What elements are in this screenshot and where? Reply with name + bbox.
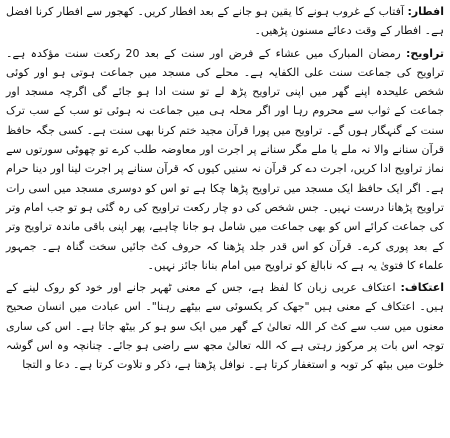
- term-iftar: افطار:: [407, 5, 444, 18]
- paragraph-iftar: [6, 2, 444, 41]
- paragraph-itikaf: [6, 278, 444, 374]
- paragraph-itikaf-text: اعتکاف عربی زبان کا لفظ ہے، جس کے معنی ٹھہر جانے اور خود کو روک لینے کے ہیں۔ اعتکاف کے معنی ہیں "جھک کر یکسوئی سے بیٹھے رہنا"۔ اس عبادت میں انسان صحیح معنوں میں سب سے کٹ کر اللہ تعالیٰ کے گھر میں ایک سو ہو کر بیٹھ جاتا ہے۔ اس کی ساری توجہ اس بات پر مرکوز رہتی ہے کہ اللہ تعالیٰ مجھ سے راضی ہو جائے۔ چنانچہ وہ اس گوشہ خلوت میں بیٹھ کر توبہ و استغفار کرتا ہے۔ نوافل پڑھتا ہے، ذکر و تلاوت کرتا ہے۔ دعا و التجا: [6, 281, 444, 372]
- paragraph-iftar-text: آفتاب کے غروب ہونے کا یقین ہو جانے کے بعد افطار کریں۔ کھجور سے افطار کرنا افضل ہے۔ افطار کے وقت دعائے مسنون پڑھیں۔: [6, 5, 444, 38]
- term-itikaf: اعتکاف:: [400, 281, 444, 295]
- term-taraweeh: تراویح:: [405, 46, 444, 60]
- paragraph-taraweeh-text: رمضان المبارک میں عشاء کے فرض اور سنت کے بعد 20 رکعت سنت مؤکدہ ہے۔ تراویح کی جماعت سنت علی الکفایہ ہے۔ محلے کی مسجد میں جماعت ہوتی ہو اور کوئی شخص علیحدہ اپنے گھر میں اپنی تراویح پڑھ لے تو سنت ادا ہو جائے گی اگرچہ مسجد اور جماعت کے ثواب سے محروم رہا اور اگر محلہ ہی میں جماعت نہ ہوئی تو سب کے سب ترک سنت کے گنہگار ہوں گے۔ تراویح میں پورا قرآن مجید ختم کرنا بھی سنت ہے۔ کسی جگہ حافظ قرآن سنانے والا نہ ملے یا ملے مگر سنانے پر اجرت اور معاوضہ طلب کرے تو چھوٹی سورتوں سے نماز تراویح ادا کریں، اجرت دے کر قرآن نہ سنیں کیوں کہ قرآن سنانے پر اجرت لینا اور دینا حرام ہے۔ اگر ایک حافظ ایک مسجد میں تراویح پڑھا چکا ہے تو اس کو دوسری مسجد میں اسی رات تراویح پڑھانا درست نہیں۔ جس شخص کی دو چار رکعت تراویح کی رہ گئی ہو تو جب امام وتر کی جماعت کرائے اس کو بھی جماعت میں شامل ہو جانا چاہیے، پھر اپنی باقی ماندہ تراویح وتر کے بعد پوری کرے۔ قرآن کو اس قدر جلد پڑھنا کہ حروف کٹ جائیں سخت گناہ ہے۔ جمہور علماء کا فتویٰ یہ ہے کہ نابالغ کو تراویح میں امام بنانا جائز نہیں۔: [6, 46, 444, 272]
- paragraph-taraweeh: [6, 44, 444, 276]
